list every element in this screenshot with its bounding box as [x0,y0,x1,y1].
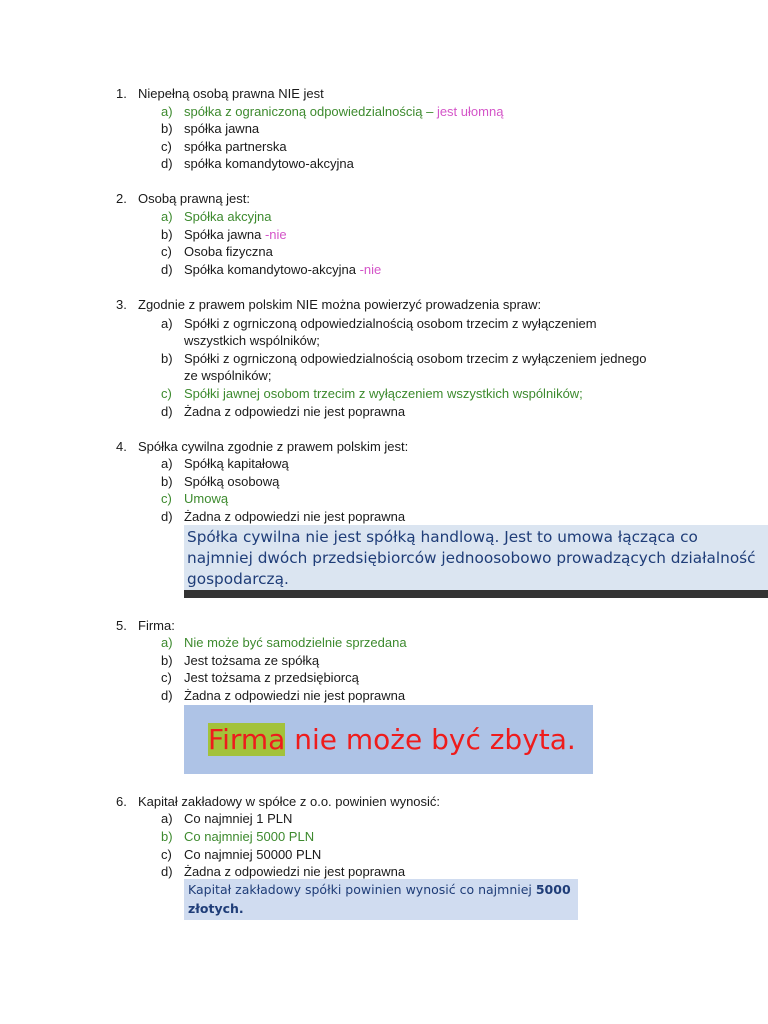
option-text: Spółki z ogrniczoną odpowiedzialnością osobom trzecim z wyłączeniem [184,316,597,331]
option-text: Nie może być samodzielnie sprzedana [184,635,407,650]
option-text: Spółką kapitałową [184,456,289,471]
option-letter: c) [161,386,172,401]
option-answer: spółka z ograniczoną odpowiedzialnością – [184,104,434,119]
option-letter: a) [161,635,173,650]
option-text: Spółki z ogrniczoną odpowiedzialnością osobom trzecim z wyłączeniem jednego [184,351,647,366]
option-letter: d) [161,864,173,879]
question-number: 4. [116,439,127,454]
explanation-callout: Spółka cywilna nie jest spółką handlową. Jest to umowa łącząca co najmniej dwóch przedsiębiorców jednoosobowo prowadzących działalność gospodarczą. [184,525,768,593]
question-text: Osobą prawną jest: [138,191,251,206]
option-letter: b) [161,351,173,366]
option-letter: c) [161,670,172,685]
question-text: Zgodnie z prawem polskim NIE można powierzyć prowadzenia spraw: [138,297,542,312]
option-text: spółka komandytowo-akcyjna [184,156,354,171]
option-text [184,103,503,121]
option-text: Żadna z odpowiedzi nie jest poprawna [184,864,406,879]
question-number: 5. [116,618,127,633]
option-text: Żadna z odpowiedzi nie jest poprawna [184,509,406,524]
highlighted-word: Firma [208,723,286,756]
option-note: -nie [261,227,287,242]
callout-bold-text: 5000 złotych. [188,882,571,916]
option-letter: d) [161,262,173,277]
option-text: spółka jawna [184,121,260,136]
option-text [184,226,287,244]
option-letter: d) [161,509,173,524]
option-text [184,261,381,279]
option-text: Co najmniej 50000 PLN [184,847,322,862]
option-text: Jest tożsama ze spółką [184,653,320,668]
question-text: Kapitał zakładowy w spółce z o.o. powinien wynosić: [138,794,441,809]
explanation-callout [184,705,593,774]
callout-text: nie może być zbyta. [285,723,576,756]
option-text: Spółka akcyjna [184,209,272,224]
option-text: Umową [184,491,229,506]
question-number: 1. [116,86,127,101]
option-answer: Spółka jawna [184,227,262,242]
option-text-continued: ze wspólników; [184,368,272,383]
option-letter: c) [161,244,172,259]
question-number: 2. [116,191,127,206]
option-text: Co najmniej 1 PLN [184,811,293,826]
option-answer: Spółka komandytowo-akcyjna [184,262,356,277]
option-letter: a) [161,456,173,471]
callout-divider [184,590,768,598]
explanation-callout [184,879,578,920]
option-text-continued: wszystkich wspólników; [184,333,320,348]
option-letter: b) [161,121,173,136]
question-text: Niepełną osobą prawna NIE jest [138,86,324,101]
option-letter: a) [161,316,173,331]
option-letter: a) [161,209,173,224]
option-letter: c) [161,139,172,154]
option-text: Spółki jawnej osobom trzecim z wyłączeniem wszystkich wspólników; [184,386,583,401]
option-letter: b) [161,653,173,668]
option-text: Osoba fizyczna [184,244,273,259]
question-number: 6. [116,794,127,809]
option-letter: d) [161,688,173,703]
option-text: Żadna z odpowiedzi nie jest poprawna [184,688,406,703]
question-text: Firma: [138,618,175,633]
option-text: Co najmniej 5000 PLN [184,829,315,844]
option-note: -nie [355,262,382,277]
callout-text: Kapitał zakładowy spółki powinien wynosić co najmniej [188,882,536,897]
option-letter: b) [161,829,173,844]
option-letter: d) [161,156,173,171]
option-text: Jest tożsama z przedsiębiorcą [184,670,359,685]
option-letter: c) [161,491,172,506]
question-text: Spółka cywilna zgodnie z prawem polskim jest: [138,439,409,454]
option-text: spółka partnerska [184,139,287,154]
option-letter: a) [161,811,173,826]
option-letter: a) [161,104,173,119]
option-text: Spółką osobową [184,474,280,489]
option-letter: b) [161,227,173,242]
option-letter: c) [161,847,172,862]
option-letter: b) [161,474,173,489]
option-note: jest ułomną [433,104,504,119]
question-number: 3. [116,297,127,312]
option-text: Żadna z odpowiedzi nie jest poprawna [184,404,406,419]
option-letter: d) [161,404,173,419]
